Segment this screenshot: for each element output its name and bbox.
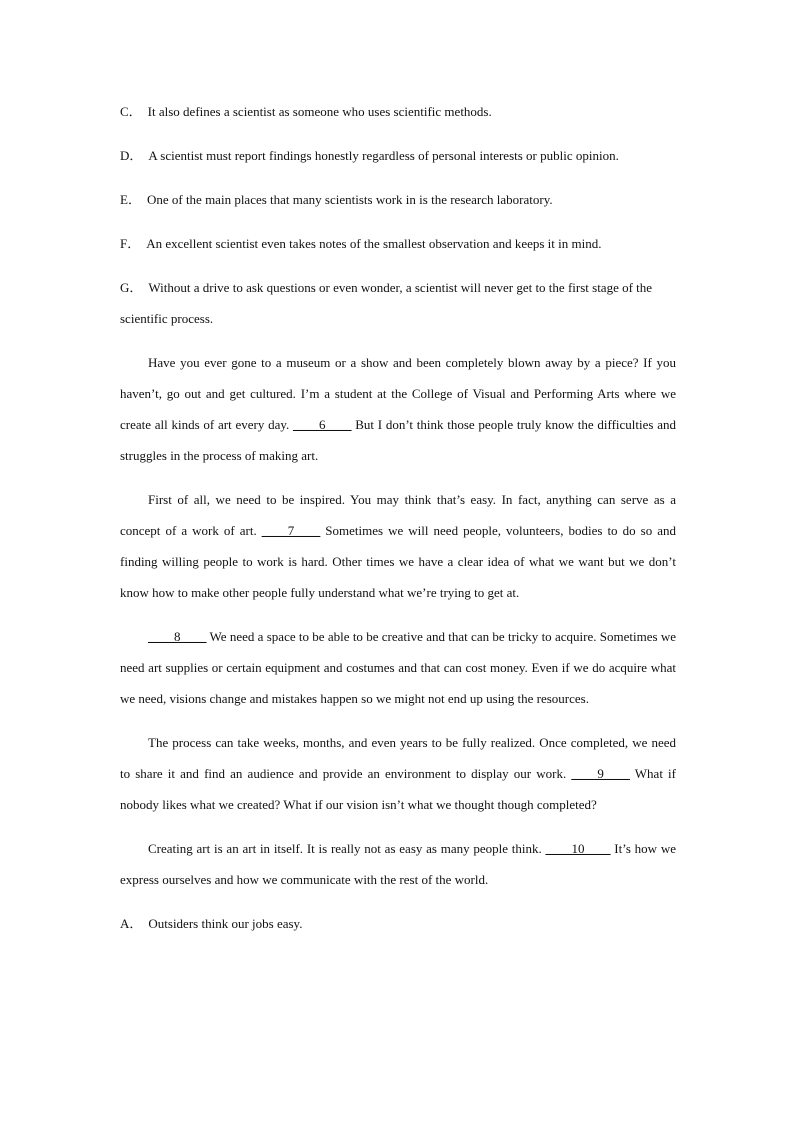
passage-paragraph-2	[120, 484, 676, 608]
answer-blank-9: ____9____	[571, 766, 630, 781]
option-d	[120, 140, 676, 171]
option-label: D．	[120, 148, 143, 163]
option-e	[120, 184, 676, 215]
option-text: A scientist must report findings honestly regardless of personal interests or public opinion.	[148, 148, 619, 163]
paragraph-text: Sometimes we will need people, volunteers, bodies to do so and finding willing people to work is hard. Other times we have a clear idea of what we want but we don’t know how to make other people fully understand what we’re trying to get at.	[120, 523, 676, 600]
paragraph-text: First of all, we need to be inspired. You may think that’s easy. In fact, anything can serve as a concept of a work of art.	[120, 492, 676, 538]
passage-paragraph-5	[120, 833, 676, 895]
option-text: One of the main places that many scientists work in is the research laboratory.	[146, 192, 553, 207]
paragraph-text: What if nobody likes what we created? What if our vision isn’t what we thought though completed?	[120, 766, 677, 812]
option-label: E．	[120, 192, 141, 207]
document-page	[120, 96, 676, 939]
option-text: It also defines a scientist as someone who uses scientific methods.	[147, 104, 492, 119]
answer-blank-7: ____7____	[261, 523, 321, 538]
option-text: An excellent scientist even takes notes of the smallest observation and keeps it in mind.	[146, 236, 602, 251]
option-a	[120, 908, 676, 939]
answer-blank-8: ____8____	[148, 629, 207, 644]
paragraph-text: Creating art is an art in itself. It is really not as easy as many people think.	[148, 841, 546, 856]
option-label: G．	[120, 280, 143, 295]
passage-paragraph-4	[120, 727, 676, 820]
paragraph-text: It’s how we express ourselves and how we communicate with the rest of the world.	[120, 841, 676, 887]
answer-blank-10: ____10____	[545, 841, 611, 856]
option-label: C．	[120, 104, 142, 119]
option-text: Without a drive to ask questions or even wonder, a scientist will never get to the first stage of the scientific process.	[120, 280, 653, 326]
option-text: Outsiders think our jobs easy.	[148, 916, 303, 931]
option-label: F．	[120, 236, 141, 251]
option-f	[120, 228, 676, 259]
option-label: A．	[120, 916, 143, 931]
paragraph-text: We need a space to be able to be creative and that can be tricky to acquire. Sometimes we need art supplies or certain equipment and costumes and that can cost money. Even if we do acquire what we need, visions change and mistakes happen so we might not end up using the resources.	[120, 629, 676, 706]
passage-paragraph-3	[120, 621, 676, 714]
passage-paragraph-1	[120, 347, 676, 471]
answer-blank-6: ____6____	[292, 417, 352, 432]
option-g	[120, 272, 676, 334]
paragraph-text: The process can take weeks, months, and even years to be fully realized. Once completed, we need to share it and find an audience and provide an environment to display our work.	[120, 735, 676, 781]
option-c	[120, 96, 676, 127]
paragraph-text: Have you ever gone to a museum or a show and been completely blown away by a piece? If you haven’t, go out and get cultured. I’m a student at the College of Visual and Performing Arts where we create all kinds of art every day.	[120, 355, 676, 432]
paragraph-text: But I don’t think those people truly know the difficulties and struggles in the process of making art.	[120, 417, 676, 463]
